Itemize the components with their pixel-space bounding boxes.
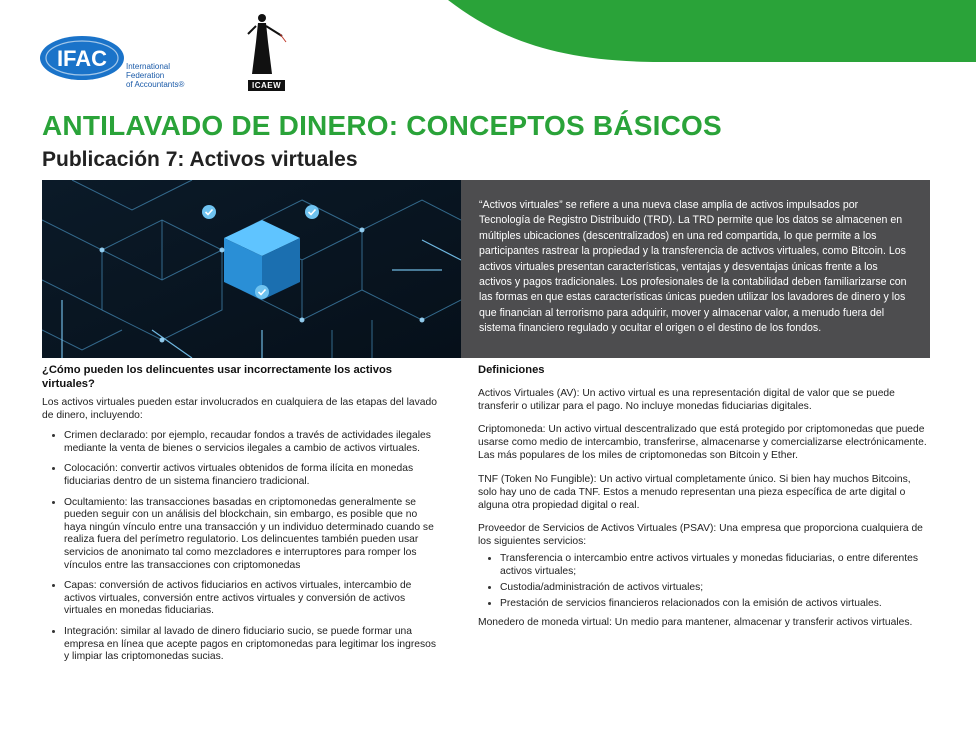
misuse-list [42, 430, 440, 664]
logo-area [40, 12, 300, 92]
ifac-name-line-3: of Accountants® [126, 80, 185, 89]
definitions-section [478, 364, 930, 640]
psav-list [478, 552, 930, 611]
misuse-item-crimen: • Crimen declarado: por ejemplo, recaudar fondos a través de actividades ilegales mediante la venta de bienes o servicios ilegales a cambio de activos virtuales. [64, 430, 440, 455]
ifac-name-line-1: International [126, 62, 171, 71]
psav-item-custody: • Custodia/administración de activos virtuales; [500, 581, 930, 594]
definition-av: Activos Virtuales (AV): Un activo virtual es una representación digital de valor que se puede transferir o utilizar para el pago. No incluye monedas fiduciarias digitales. [478, 387, 895, 412]
definitions-heading: Definiciones [478, 364, 545, 376]
intro-text: “Activos virtuales” se refiere a una nueva clase amplia de activos impulsados por Tecnología de Registro Distribuido (TRD). La TRD permite que los datos se almacenen en múltiples ubicaciones (descentralizados) en una red compartida, lo que permite a los participantes rastrear la propiedad y la transferencia de activos virtuales, como Bitcoin. Los activos virtuales presentan características, ventajas y desventajas únicas frente a los activos y pagos tradicionales. Los profesionales de la contabilidad deben familiarizarse con las formas en que estas características únicas pueden utilizar los lavadores de dinero y los que financian al terrorismo para adquirir, mover y almacenar valor, a menudo fuera del sistema financiero regulado y ocultar el origen o el destino de los fondos. [479, 199, 907, 335]
subtitle-prefix: Publicación 7: [42, 148, 185, 171]
ifac-name-line-2: Federation [126, 71, 165, 80]
misuse-section [42, 364, 440, 672]
misuse-item-ocultamiento: • Ocultamiento: las transacciones basadas en criptomonedas generalmente se pueden seguir con un análisis del blockchain, sin embargo, es posible que no haya ningún vínculo entre una transacción y un individuo determinado cuando se realiza fuera del perímetro regulatorio. Los delincuentes también pueden usar servicios de anonimato tal como mezcladores e interruptores para romper los vínculos entre las transacciones con criptomonedas [64, 497, 440, 573]
subtitle-rest: Activos virtuales [189, 148, 358, 171]
icaew-logo-mark: ICAEW [248, 80, 285, 91]
misuse-item-colocacion: • Colocación: convertir activos virtuales obtenidos de forma ilícita en monedas fiduciarias dentro de un sistema financiero tradicional. [64, 463, 440, 488]
definition-tnf: TNF (Token No Fungible): Un activo virtual completamente único. Si bien hay muchos Bitcoins, solo hay uno de cada TNF. Estos a menudo representan una pieza específica de arte digital o alguna otra propiedad digital o real. [478, 473, 911, 511]
checkmark-icon-right [305, 205, 319, 219]
misuse-heading: ¿Cómo pueden los delincuentes usar incorrectamente los activos virtuales? [42, 364, 393, 390]
page-title: ANTILAVADO DE DINERO: CONCEPTOS BÁSICOS [42, 110, 722, 141]
psav-item-services: • Prestación de servicios financieros relacionados con la emisión de activos virtuales. [500, 597, 930, 610]
psav-item-transfer: • Transferencia o intercambio entre activos virtuales y monedas fiduciarias, o entre diferentes activos virtuales; [500, 552, 930, 578]
ifac-name [126, 62, 184, 89]
checkmark-icon-left [202, 205, 216, 219]
definition-crypto: Criptomoneda: Un activo virtual descentralizado que está protegido por criptomonedas que puede usarse como medio de intercambio, transferirse, almacenarse y comercializarse electrónicamente. Las más populares de los miles de criptomonedas son Bitcoin y Ether. [478, 423, 927, 462]
icaew-figure-icon [240, 12, 290, 78]
definition-psav: Proveedor de Servicios de Activos Virtuales (PSAV): Una empresa que proporciona cualquiera de los siguientes servicios: [478, 523, 923, 548]
ifac-logo-mark: IFAC [56, 46, 108, 71]
ifac-logo [40, 36, 130, 92]
misuse-lead: Los activos virtuales pueden estar involucrados en cualquiera de las etapas del lavado de dinero, incluyendo: [42, 397, 437, 421]
hero-blockchain-image [42, 180, 461, 358]
checkmark-icon-bottom [255, 285, 269, 299]
page-subtitle [42, 148, 358, 172]
intro-box [461, 180, 930, 358]
definition-wallet: Monedero de moneda virtual: Un medio para mantener, almacenar y transferir activos virtuales. [478, 617, 913, 629]
misuse-item-integracion: • Integración: similar al lavado de dinero fiduciario sucio, se puede formar una empresa en línea que acepte pagos en criptomonedas para legitimar los ingresos y limpiar las criptomonedas sucias. [64, 626, 440, 664]
blockchain-illustration [42, 180, 461, 358]
misuse-item-capas: • Capas: conversión de activos fiduciarios en activos virtuales, intercambio de activos virtuales, conversión entre activos virtuales y conversión de activos virtuales en monedas fiduciarias. [64, 580, 440, 618]
